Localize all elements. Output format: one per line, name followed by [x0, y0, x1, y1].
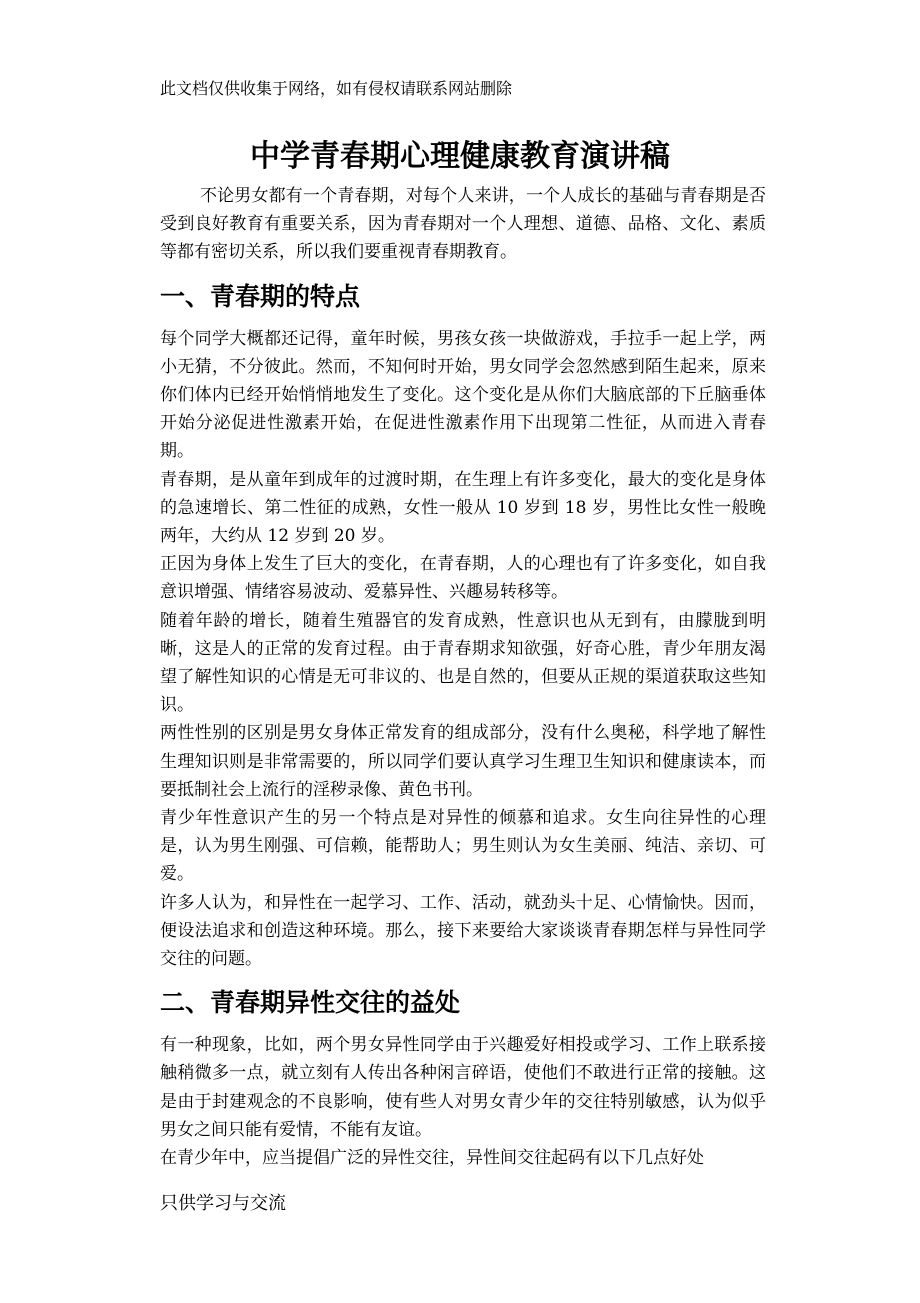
- paragraph: 青少年性意识产生的另一个特点是对异性的倾慕和追求。女生向往异性的心理是，认为男生刚强、可信赖，能帮助人；男生则认为女生美丽、纯洁、亲切、可爱。: [160, 808, 766, 885]
- section-heading-1: 一、青春期的特点: [160, 281, 361, 311]
- paragraph: 正因为身体上发生了巨大的变化，在青春期，人的心理也有了许多变化，如自我意识增强、情绪容易波动、爱慕异性、兴趣易转移等。: [160, 554, 766, 603]
- paragraph: 在青少年中，应当提倡广泛的异性交往，异性间交往起码有以下几点好处: [160, 1148, 704, 1169]
- header-disclaimer: 此文档仅供收集于网络，如有侵权请联系网站删除: [160, 79, 513, 98]
- section-heading-2: 二、青春期异性交往的益处: [160, 988, 461, 1018]
- paragraph: 青春期，是从童年到成年的过渡时期，在生理上有许多变化，最大的变化是身体的急速增长、第二性征的成熟，女性一般从 10 岁到 18 岁，男性比女性一般晚两年，大约从 12 岁到 20 岁。: [160, 469, 766, 547]
- paragraph: 有一种现象，比如，两个男女异性同学由于兴趣爱好相投或学习、工作上联系接触稍微多一点，就立刻有人传出各种闲言碎语，使他们不敢进行正常的接触。这是由于封建观念的不良影响，使有些人对男女青少年的交往特别敏感，认为似乎男女之间只能有爱情，不能有友谊。: [160, 1035, 766, 1140]
- paragraph: 随着年龄的增长，随着生殖器官的发育成熟，性意识也从无到有，由朦胧到明晰，这是人的正常的发育过程。由于青春期求知欲强，好奇心胜，青少年朋友渴望了解性知识的心情是无可非议的、也是自然的，但要从正规的渠道获取这些知识。: [160, 610, 766, 716]
- page-title: 中学青春期心理健康教育演讲稿: [250, 139, 670, 174]
- paragraph: 两性性别的区别是男女身体正常发育的组成部分，没有什么奥秘，科学地了解性生理知识则是非常需要的，所以同学们要认真学习生理卫生知识和健康读本，而要抵制社会上流行的淫秽录像、黄色书刊。: [160, 723, 766, 800]
- intro-paragraph: 不论男女都有一个青春期，对每个人来讲，一个人成长的基础与青春期是否受到良好教育有重要关系，因为青春期对一个人理想、道德、品格、文化、素质等都有密切关系，所以我们要重视青春期教育。: [160, 186, 766, 263]
- paragraph: 每个同学大概都还记得，童年时候，男孩女孩一块做游戏，手拉手一起上学，两小无猜，不分彼此。然而，不知何时开始，男女同学会忽然感到陌生起来，原来你们体内已经开始悄悄地发生了变化。这个变化是从你们大脑底部的下丘脑垂体开始分泌促进性激素开始，在促进性激素作用下出现第二性征，从而进入青春期。: [160, 328, 766, 462]
- paragraph: 许多人认为，和异性在一起学习、工作、活动，就劲头十足、心情愉快。因而，便设法追求和创造这种环境。那么，接下来要给大家谈谈青春期怎样与异性同学交往的问题。: [160, 892, 766, 970]
- footer-note: 只供学习与交流: [160, 1193, 286, 1214]
- document-body: [160, 182, 766, 1172]
